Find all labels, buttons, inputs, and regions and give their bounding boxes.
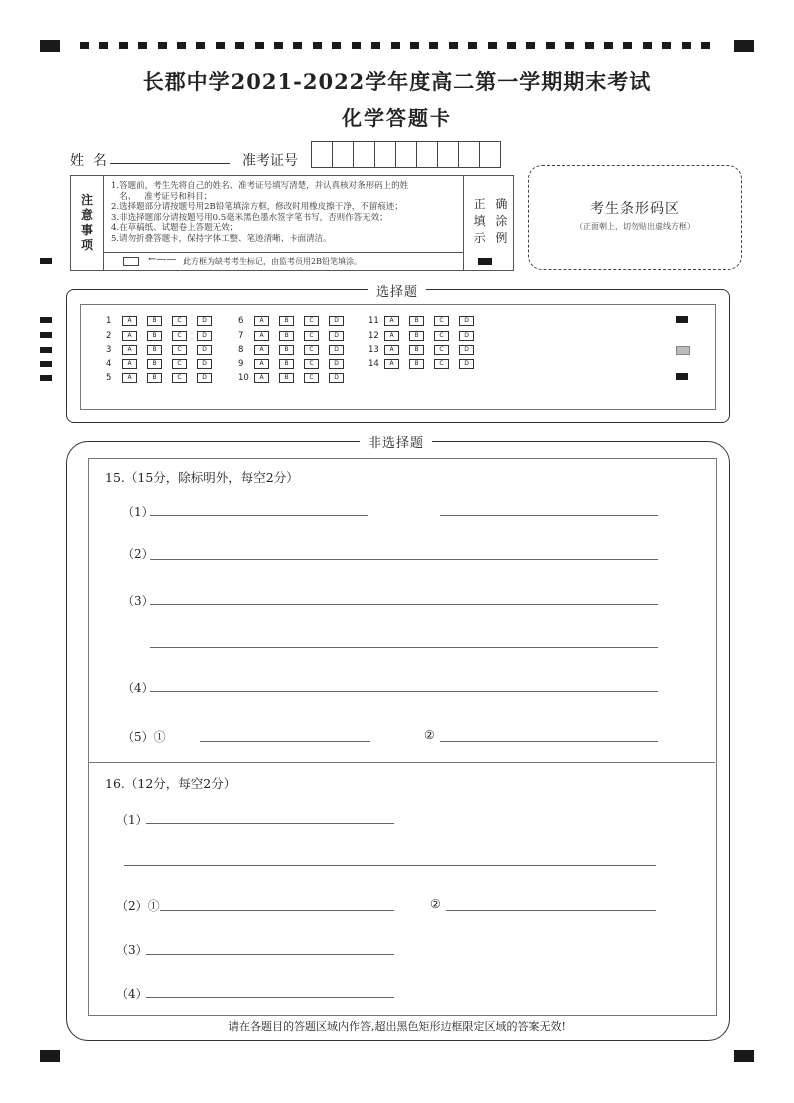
option-bubble-c[interactable]: C bbox=[172, 331, 187, 341]
question-number: 5 bbox=[106, 373, 112, 383]
option-bubble-b[interactable]: B bbox=[409, 345, 424, 355]
timing-tick bbox=[429, 42, 438, 49]
choice-question-7 bbox=[238, 331, 354, 341]
q16-part1-answer-b[interactable] bbox=[124, 865, 656, 866]
question-number: 7 bbox=[238, 331, 244, 341]
question-number: 2 bbox=[106, 331, 112, 341]
exam-title: 长郡中学2021-2022学年度高二第一学期期末考试 bbox=[142, 69, 652, 94]
option-bubble-c[interactable]: C bbox=[304, 345, 319, 355]
id-digit-box[interactable] bbox=[479, 141, 501, 168]
option-bubble-c[interactable]: C bbox=[172, 373, 187, 383]
timing-tick bbox=[235, 42, 244, 49]
q16-part2-answer-b[interactable] bbox=[446, 910, 656, 911]
question-number: 1 bbox=[106, 316, 112, 326]
choice-question-11 bbox=[368, 316, 484, 326]
id-digit-box[interactable] bbox=[311, 141, 333, 168]
timing-tick bbox=[332, 42, 341, 49]
id-digit-box[interactable] bbox=[395, 141, 417, 168]
correct-example-panel bbox=[463, 176, 514, 270]
id-digit-box[interactable] bbox=[416, 141, 438, 168]
choice-question-10 bbox=[238, 373, 354, 383]
choice-question-8 bbox=[238, 345, 354, 355]
timing-tick bbox=[371, 42, 380, 49]
choice-question-2 bbox=[106, 331, 222, 341]
q16-part3-label: （3） bbox=[116, 943, 148, 957]
timing-tick bbox=[138, 42, 147, 49]
timing-tick bbox=[585, 42, 594, 49]
correct-example-label: 正 确 填 涂 示 例 bbox=[473, 197, 511, 245]
option-bubble-a[interactable]: A bbox=[254, 359, 269, 369]
barcode-area bbox=[528, 165, 742, 270]
note-item: 3.非选择题部分请按题号用0.5毫米黑色墨水签字笔书写，否则作答无效； bbox=[111, 212, 388, 223]
option-bubble-a[interactable]: A bbox=[254, 331, 269, 341]
timing-tick bbox=[196, 42, 205, 49]
option-bubble-c[interactable]: C bbox=[304, 331, 319, 341]
choice-question-4 bbox=[106, 359, 222, 369]
q15-part4-answer[interactable] bbox=[150, 691, 658, 692]
choice-question-9 bbox=[238, 359, 354, 369]
option-bubble-a[interactable]: A bbox=[384, 345, 399, 355]
id-digit-box[interactable] bbox=[458, 141, 480, 168]
timing-mark bbox=[40, 375, 52, 381]
id-digit-box[interactable] bbox=[437, 141, 459, 168]
option-bubble-d[interactable]: D bbox=[197, 331, 212, 341]
option-bubble-a[interactable]: A bbox=[384, 359, 399, 369]
option-bubble-b[interactable]: B bbox=[279, 359, 294, 369]
question-number: 11 bbox=[368, 316, 379, 326]
option-bubble-d[interactable]: D bbox=[459, 331, 474, 341]
option-bubble-d[interactable]: D bbox=[459, 345, 474, 355]
option-bubble-d[interactable]: D bbox=[329, 316, 344, 326]
question-divider bbox=[88, 762, 715, 763]
option-bubble-c[interactable]: C bbox=[304, 373, 319, 383]
note-item: 1.答题前，考生先将自己的姓名、准考证号填写清楚，并认真核对条形码上的姓 bbox=[111, 181, 409, 191]
option-bubble-a[interactable]: A bbox=[122, 316, 137, 326]
q16-part1-answer-a[interactable] bbox=[146, 823, 394, 824]
q15-part4-label: （4） bbox=[122, 681, 154, 695]
timing-tick bbox=[352, 42, 361, 49]
option-bubble-d[interactable]: D bbox=[459, 316, 474, 326]
timing-mark bbox=[40, 332, 52, 338]
option-bubble-a[interactable]: A bbox=[384, 316, 399, 326]
arrow-icon: ←—— bbox=[148, 254, 177, 265]
corner-mark-top-right bbox=[734, 40, 754, 52]
note-item: 2.选择题部分请按题号用2B铅笔填涂方框，修改时用橡皮擦干净，不留痕迹； bbox=[111, 202, 403, 212]
option-bubble-b[interactable]: B bbox=[147, 359, 162, 369]
q16-part2-label: （2）① bbox=[116, 899, 160, 913]
timing-tick bbox=[565, 42, 574, 49]
option-bubble-a[interactable]: A bbox=[122, 345, 137, 355]
note-item: 名、 准考证号和科目； bbox=[111, 191, 213, 202]
timing-mark bbox=[40, 361, 52, 367]
option-bubble-a[interactable]: A bbox=[254, 316, 269, 326]
timing-mark bbox=[676, 316, 688, 323]
footer-warning: 请在各题目的答题区域内作答,超出黑色矩形边框限定区域的答案无效! bbox=[228, 1020, 566, 1033]
id-number-boxes[interactable] bbox=[312, 141, 501, 168]
option-bubble-d[interactable]: D bbox=[329, 359, 344, 369]
option-bubble-c[interactable]: C bbox=[434, 345, 449, 355]
option-bubble-c[interactable]: C bbox=[434, 359, 449, 369]
notes-list bbox=[111, 181, 466, 244]
timing-tick bbox=[274, 42, 283, 49]
option-bubble-d[interactable]: D bbox=[197, 316, 212, 326]
timing-tick bbox=[546, 42, 555, 49]
option-bubble-a[interactable]: A bbox=[384, 331, 399, 341]
barcode-subtitle: （正面朝上，切勿贴出虚线方框） bbox=[575, 222, 695, 231]
q15-part1-answer-a[interactable] bbox=[150, 515, 368, 516]
timing-tick bbox=[80, 42, 89, 49]
timing-tick bbox=[526, 42, 535, 49]
name-label: 姓 名 bbox=[70, 153, 107, 169]
option-bubble-c[interactable]: C bbox=[434, 331, 449, 341]
q15-header: 15.（15分，除标明外，每空2分） bbox=[105, 470, 299, 485]
timing-tick bbox=[662, 42, 671, 49]
sheet-title: 化学答题卡 bbox=[342, 106, 452, 130]
option-bubble-d[interactable]: D bbox=[329, 373, 344, 383]
name-field[interactable] bbox=[110, 163, 230, 164]
timing-tick bbox=[643, 42, 652, 49]
option-bubble-b[interactable]: B bbox=[279, 331, 294, 341]
option-bubble-c[interactable]: C bbox=[172, 316, 187, 326]
q15-part3-label: （3） bbox=[122, 594, 154, 608]
question-number: 12 bbox=[368, 331, 379, 341]
question-number: 8 bbox=[238, 345, 244, 355]
option-bubble-b[interactable]: B bbox=[147, 316, 162, 326]
corner-mark-bottom-right bbox=[734, 1050, 754, 1062]
q15-part5-answer-a[interactable] bbox=[200, 741, 370, 742]
timing-mark bbox=[40, 317, 52, 323]
q15-part3-answer-b[interactable] bbox=[150, 647, 658, 648]
timing-mark bbox=[676, 373, 688, 380]
corner-mark-bottom-left bbox=[40, 1050, 60, 1062]
option-bubble-d[interactable]: D bbox=[197, 345, 212, 355]
timing-tick bbox=[177, 42, 186, 49]
choice-question-14 bbox=[368, 359, 484, 369]
timing-tick bbox=[410, 42, 419, 49]
corner-mark-top-left bbox=[40, 40, 60, 52]
option-bubble-d[interactable]: D bbox=[197, 373, 212, 383]
filled-example-mark bbox=[478, 258, 492, 265]
q16-header: 16.（12分，每空2分） bbox=[105, 776, 237, 791]
q16-part3-answer[interactable] bbox=[146, 954, 394, 955]
option-bubble-b[interactable]: B bbox=[409, 359, 424, 369]
timing-tick bbox=[391, 42, 400, 49]
timing-tick bbox=[313, 42, 322, 49]
timing-tick bbox=[468, 42, 477, 49]
option-bubble-b[interactable]: B bbox=[147, 345, 162, 355]
nonchoice-inner-frame bbox=[88, 458, 717, 1016]
id-label: 准考证号 bbox=[242, 153, 298, 169]
id-digit-box[interactable] bbox=[353, 141, 375, 168]
option-bubble-c[interactable]: C bbox=[172, 359, 187, 369]
choice-question-3 bbox=[106, 345, 222, 355]
option-bubble-b[interactable]: B bbox=[279, 373, 294, 383]
question-number: 3 bbox=[106, 345, 112, 355]
id-digit-box[interactable] bbox=[332, 141, 354, 168]
option-bubble-b[interactable]: B bbox=[147, 373, 162, 383]
choice-question-12 bbox=[368, 331, 484, 341]
option-bubble-b[interactable]: B bbox=[409, 316, 424, 326]
option-bubble-b[interactable]: B bbox=[279, 316, 294, 326]
option-bubble-d[interactable]: D bbox=[329, 331, 344, 341]
option-bubble-d[interactable]: D bbox=[197, 359, 212, 369]
choice-question-6 bbox=[238, 316, 354, 326]
absent-row bbox=[103, 252, 463, 271]
choice-question-1 bbox=[106, 316, 222, 326]
q15-part3-answer-a[interactable] bbox=[150, 604, 658, 605]
timing-mark-gray bbox=[676, 346, 690, 355]
option-bubble-a[interactable]: A bbox=[122, 373, 137, 383]
q16-part2-answer-a[interactable] bbox=[160, 910, 394, 911]
option-bubble-b[interactable]: B bbox=[147, 331, 162, 341]
question-number: 6 bbox=[238, 316, 244, 326]
timing-tick bbox=[604, 42, 613, 49]
q16-part1-label: （1） bbox=[116, 813, 148, 827]
timing-tick bbox=[158, 42, 167, 49]
timing-mark bbox=[40, 347, 52, 353]
q16-part4-label: （4） bbox=[116, 987, 148, 1001]
option-bubble-c[interactable]: C bbox=[304, 359, 319, 369]
timing-tick bbox=[507, 42, 516, 49]
id-digit-box[interactable] bbox=[374, 141, 396, 168]
timing-tick bbox=[701, 42, 710, 49]
option-bubble-d[interactable]: D bbox=[459, 359, 474, 369]
choice-question-5 bbox=[106, 373, 222, 383]
q15-part5b-label: ② bbox=[424, 728, 435, 742]
absent-note: 此方框为缺考考生标记，由监考员用2B铅笔填涂。 bbox=[183, 257, 362, 266]
q15-part1-label: （1） bbox=[122, 505, 154, 519]
nonchoice-section-title: 非选择题 bbox=[360, 432, 432, 451]
timing-tick bbox=[119, 42, 128, 49]
option-bubble-b[interactable]: B bbox=[409, 331, 424, 341]
question-number: 13 bbox=[368, 345, 379, 355]
choice-section-title: 选择题 bbox=[368, 281, 426, 300]
absent-mark-box[interactable] bbox=[123, 257, 139, 266]
timing-tick bbox=[216, 42, 225, 49]
q16-part4-answer[interactable] bbox=[146, 997, 394, 998]
q16-part2b-label: ② bbox=[430, 897, 441, 911]
option-bubble-c[interactable]: C bbox=[434, 316, 449, 326]
option-bubble-a[interactable]: A bbox=[122, 359, 137, 369]
q15-part1-answer-b[interactable] bbox=[440, 515, 658, 516]
question-number: 9 bbox=[238, 359, 244, 369]
barcode-title: 考生条形码区 bbox=[590, 201, 680, 217]
note-item: 5.请勿折叠答题卡，保持字体工整、笔迹清晰、卡面清洁。 bbox=[111, 233, 332, 244]
timing-tick bbox=[255, 42, 264, 49]
option-bubble-b[interactable]: B bbox=[279, 345, 294, 355]
timing-tick bbox=[99, 42, 108, 49]
question-number: 14 bbox=[368, 359, 379, 369]
timing-tick bbox=[488, 42, 497, 49]
choice-question-13 bbox=[368, 345, 484, 355]
q15-part2-answer[interactable] bbox=[150, 559, 658, 560]
option-bubble-c[interactable]: C bbox=[172, 345, 187, 355]
option-bubble-a[interactable]: A bbox=[122, 331, 137, 341]
timing-tick bbox=[293, 42, 302, 49]
timing-tick bbox=[682, 42, 691, 49]
q15-part5-answer-b[interactable] bbox=[440, 741, 658, 742]
q15-part5-label: （5）① bbox=[122, 730, 166, 744]
question-number: 4 bbox=[106, 359, 112, 369]
option-bubble-a[interactable]: A bbox=[254, 345, 269, 355]
option-bubble-d[interactable]: D bbox=[329, 345, 344, 355]
timing-marks-top bbox=[80, 42, 710, 49]
q15-part2-label: （2） bbox=[122, 547, 154, 561]
option-bubble-a[interactable]: A bbox=[254, 373, 269, 383]
notes-heading: 注 意 事 项 bbox=[71, 176, 104, 270]
option-bubble-c[interactable]: C bbox=[304, 316, 319, 326]
timing-tick bbox=[449, 42, 458, 49]
timing-mark bbox=[40, 258, 52, 264]
question-number: 10 bbox=[238, 373, 249, 383]
note-item: 4.在草稿纸、试题卷上答题无效； bbox=[111, 223, 239, 233]
timing-tick bbox=[623, 42, 632, 49]
notes-box bbox=[70, 175, 514, 271]
